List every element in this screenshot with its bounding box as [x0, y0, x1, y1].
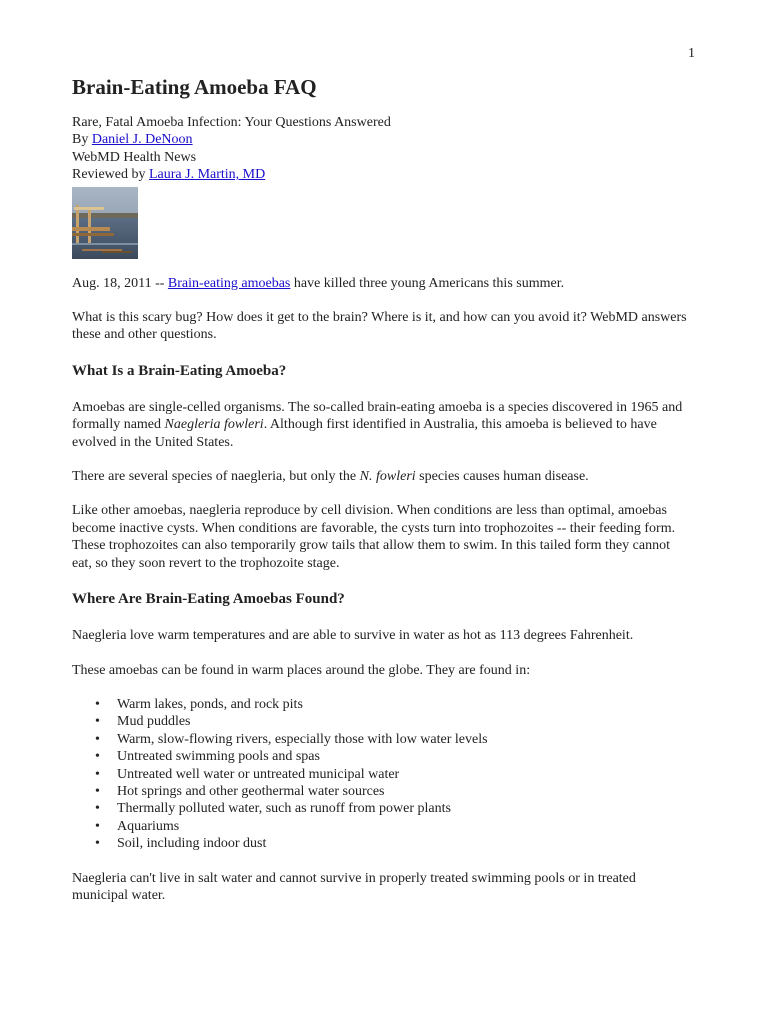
- section-heading-what-is: What Is a Brain-Eating Amoeba?: [72, 362, 287, 379]
- page-number: 1: [688, 46, 695, 61]
- article-title: Brain-Eating Amoeba FAQ: [72, 75, 317, 99]
- locations-intro-paragraph: These amoebas can be found in warm places around the globe. They are found in:: [72, 662, 531, 678]
- author-link[interactable]: Daniel J. DeNoon: [91, 132, 193, 148]
- list-item: • Thermally polluted water, such as runoff from power plants: [117, 800, 692, 817]
- intro-rest: have killed three young Americans this summer.: [290, 275, 565, 291]
- temperature-paragraph: Naegleria love warm temperatures and are able to survive in water as hot as 113 degrees Fahrenheit.: [72, 628, 634, 644]
- reviewer-link[interactable]: Laura J. Martin, MD: [148, 167, 266, 183]
- amoeba-definition-paragraph: [72, 399, 692, 451]
- reviewer-line: [72, 166, 692, 183]
- species-paragraph: [72, 468, 692, 485]
- intro-paragraph: [72, 275, 692, 292]
- text-span: Amoebas are single-celled organisms. The so-called brain-eating amoeba is a species discovered in 1965 and formally named: [72, 399, 683, 433]
- text-span: . Although first identified in Australia, this amoeba is believed to have evolved in the United States.: [72, 417, 657, 450]
- section-heading-where-found: Where Are Brain-Eating Amoebas Found?: [72, 591, 345, 608]
- list-item: • Mud puddles: [117, 713, 692, 730]
- locations-list: [72, 696, 692, 853]
- reviewed-prefix: Reviewed by: [72, 167, 149, 183]
- reproduction-paragraph: Like other amoebas, naegleria reproduce by cell division. When conditions are less than optimal, amoebas become inactive cysts. When conditions are favorable, the cysts turn into trophozoites -- their feeding form. These trophozoites can also temporarily grow tails that allow them to swim. In this tailed form they cannot eat, so they soon revert to the trophozoite stage.: [72, 503, 676, 571]
- list-item: • Soil, including indoor dust: [117, 835, 692, 852]
- text-span: There are several species of naegleria, but only the: [72, 469, 360, 485]
- lake-dock-thumbnail: [72, 187, 138, 259]
- intro-questions-paragraph: What is this scary bug? How does it get to the brain? Where is it, and how can you avoid it? WebMD answers these and other questions.: [72, 310, 687, 343]
- text-span: species causes human disease.: [415, 469, 589, 485]
- list-item: • Hot springs and other geothermal water sources: [117, 783, 692, 800]
- byline: [72, 131, 692, 148]
- list-item: • Warm, slow-flowing rivers, especially those with low water levels: [117, 731, 692, 748]
- list-item: • Untreated swimming pools and spas: [117, 748, 692, 765]
- article-meta: [72, 114, 692, 184]
- publication-name: WebMD Health News: [72, 149, 197, 165]
- article-body: [72, 74, 692, 921]
- byline-prefix: By: [72, 132, 92, 148]
- brain-eating-amoebas-link[interactable]: Brain-eating amoebas: [167, 275, 291, 291]
- intro-date: Aug. 18, 2011 --: [72, 275, 168, 291]
- list-item: • Aquariums: [117, 818, 692, 835]
- list-item: • Untreated well water or untreated municipal water: [117, 766, 692, 783]
- salt-water-paragraph: Naegleria can't live in salt water and cannot survive in properly treated swimming pools or in treated municipal water.: [72, 870, 636, 903]
- species-abbrev: N. fowleri: [359, 469, 416, 485]
- article-subtitle: Rare, Fatal Amoeba Infection: Your Questions Answered: [72, 115, 391, 130]
- list-item: • Warm lakes, ponds, and rock pits: [117, 696, 692, 713]
- species-name: Naegleria fowleri: [164, 417, 264, 433]
